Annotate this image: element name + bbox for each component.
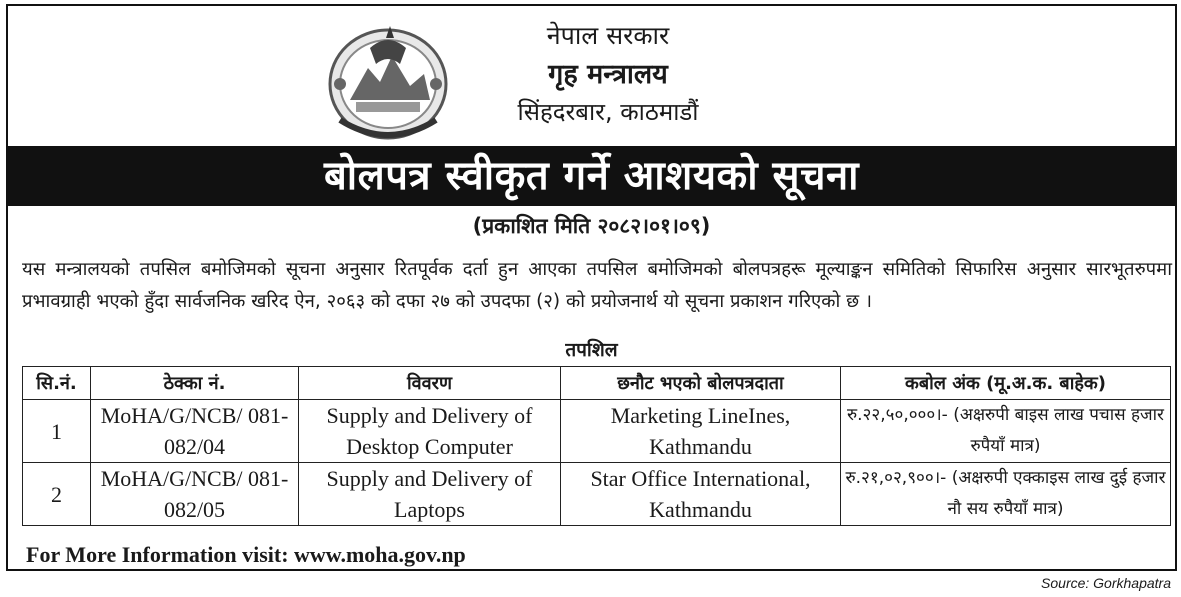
row-contract-no: MoHA/G/NCB/ 081-082/05	[91, 463, 299, 526]
header-selected-bidder: छनौट भएको बोलपत्रदाता	[561, 367, 841, 400]
government-emblem-icon	[320, 20, 456, 144]
notice-body-text: यस मन्त्रालयको तपसिल बमोजिमको सूचना अनुसार रितपूर्वक दर्ता हुन आएका तपसिल बमोजिमको बोलपत्रहरू मूल्याङ्कन समितिको सिफारिस अनुसार सारभूतरुपमा प्रभावग्राही भएको हुँदा सार्वजनिक खरिद ऐन, २०६३ को दफा २७ को उपदफा (२) को प्रयोजनार्थ यो सूचना प्रकाशन गरिएको छ ।	[22, 259, 1172, 312]
source-credit: Source: Gorkhapatra	[1041, 575, 1171, 591]
table-row	[23, 400, 1171, 463]
notice-frame	[6, 4, 1177, 571]
country-name: नेपाल सरकार	[546, 21, 670, 50]
bid-schedule-table	[22, 366, 1171, 526]
schedule-title: तपशिल	[565, 339, 618, 361]
more-info-link-text[interactable]: For More Information visit: www.moha.gov.np	[26, 542, 466, 567]
row-amount: रु.२२,५०,०००।- (अक्षरुपी बाइस लाख पचास हजार रुपैयाँ मात्र)	[841, 400, 1171, 463]
row-contract-no: MoHA/G/NCB/ 081-082/04	[91, 400, 299, 463]
ministry-name: गृह मन्त्रालय	[548, 58, 668, 90]
ministry-address: सिंहदरबार, काठमाडौं	[517, 98, 699, 127]
header-contract-no: ठेक्का नं.	[91, 367, 299, 400]
published-date: (प्रकाशित मिति २०८२।०१।०९)	[472, 214, 711, 238]
row-description: Supply and Delivery of Laptops	[299, 463, 561, 526]
header-bid-amount: कबोल अंक (मू.अ.क. बाहेक)	[841, 367, 1171, 400]
row-amount: रु.२१,०२,९००।- (अक्षरुपी एक्काइस लाख दुई हजार नौ सय रुपैयाँ मात्र)	[841, 463, 1171, 526]
table-row	[23, 463, 1171, 526]
header-description: विवरण	[299, 367, 561, 400]
table-header-row	[23, 367, 1171, 400]
row-sn: 1	[23, 400, 91, 463]
notice-title-banner: बोलपत्र स्वीकृत गर्ने आशयको सूचना	[8, 146, 1175, 206]
row-bidder: Marketing LineInes, Kathmandu	[561, 400, 841, 463]
row-description: Supply and Delivery of Desktop Computer	[299, 400, 561, 463]
government-header	[478, 22, 738, 126]
row-sn: 2	[23, 463, 91, 526]
row-bidder: Star Office International, Kathmandu	[561, 463, 841, 526]
header-sn: सि.नं.	[23, 367, 91, 400]
